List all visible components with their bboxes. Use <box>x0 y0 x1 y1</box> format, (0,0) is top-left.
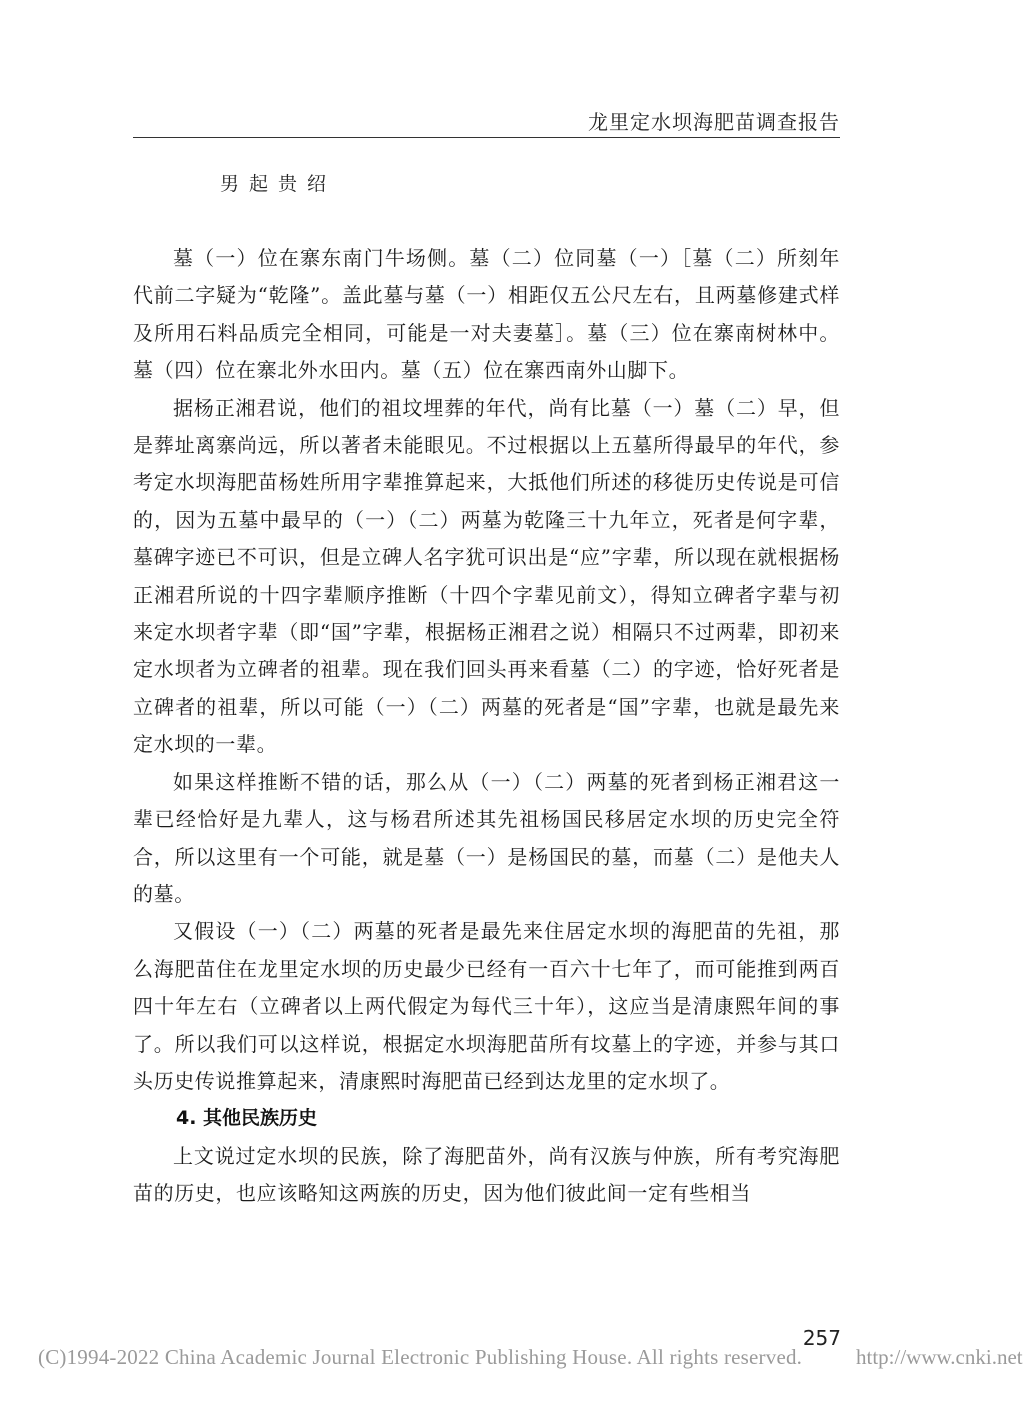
body-text <box>133 240 840 1213</box>
footer-copyright: (C)1994-2022 China Academic Journal Electronic Publishing House. All rights reserved. <box>38 1345 803 1369</box>
running-header: 龙里定水坝海肥苗调查报告 <box>588 110 840 134</box>
paragraph-2: 据杨正湘君说，他们的祖坟埋葬的年代，尚有比墓（一）墓（二）早，但是葬址离寨尚远，所以著者未能眼见。不过根据以上五墓所得最早的年代，参考定水坝海肥苗杨姓所用字辈推算起来，大抵他们所述的移徙历史传说是可信的，因为五墓中最早的（一）（二）两墓为乾隆三十九年立，死者是何字辈，墓碑字迹已不可识，但是立碑人名字犹可识出是“应”字辈，所以现在就根据杨正湘君所说的十四字辈顺序推断（十四个字辈见前文），得知立碑者字辈与初来定水坝者字辈（即“国”字辈，根据杨正湘君之说）相隔只不过两辈，即初来定水坝者为立碑者的祖辈。现在我们回头再来看墓（二）的字迹，恰好死者是立碑者的祖辈，所以可能（一）（二）两墓的死者是“国”字辈，也就是最先来定水坝的一辈。 <box>133 395 840 757</box>
header-rule <box>133 137 840 138</box>
page-number: 257 <box>802 1326 841 1350</box>
section-paragraph: 上文说过定水坝的民族，除了海肥苗外，尚有汉族与仲族，所有考究海肥苗的历史，也应该略知这两族的历史，因为他们彼此间一定有些相当 <box>133 1143 840 1206</box>
table-tail-row: 男起贵绍 <box>220 173 337 195</box>
footer-url: http://www.cnki.net <box>856 1345 1023 1369</box>
paragraph-4: 又假设（一）（二）两墓的死者是最先来住居定水坝的海肥苗的先祖，那么海肥苗住在龙里定水坝的历史最少已经有一百六十七年了，而可能推到两百四十年左右（立碑者以上两代假定为每代三十年），这应当是清康熙年间的事了。所以我们可以这样说，根据定水坝海肥苗所有坟墓上的字迹，并参与其口头历史传说推算起来，清康熙时海肥苗已经到达龙里的定水坝了。 <box>133 919 840 1093</box>
paragraph-3: 如果这样推断不错的话，那么从（一）（二）两墓的死者到杨正湘君这一辈已经恰好是九辈人，这与杨君所述其先祖杨国民移居定水坝的历史完全符合，所以这里有一个可能，就是墓（一）是杨国民的墓，而墓（二）是他夫人的墓。 <box>133 769 840 906</box>
section-heading: 4. 其他民族历史 <box>176 1107 318 1130</box>
paragraph-1: 墓（一）位在寨东南门牛场侧。墓（二）位同墓（一）［墓（二）所刻年代前二字疑为“乾隆”。盖此墓与墓（一）相距仅五公尺左右，且两墓修建式样及所用石料品质完全相同，可能是一对夫妻墓］。墓（三）位在寨南树林中。墓（四）位在寨北外水田内。墓（五）位在寨西南外山脚下。 <box>133 246 840 383</box>
